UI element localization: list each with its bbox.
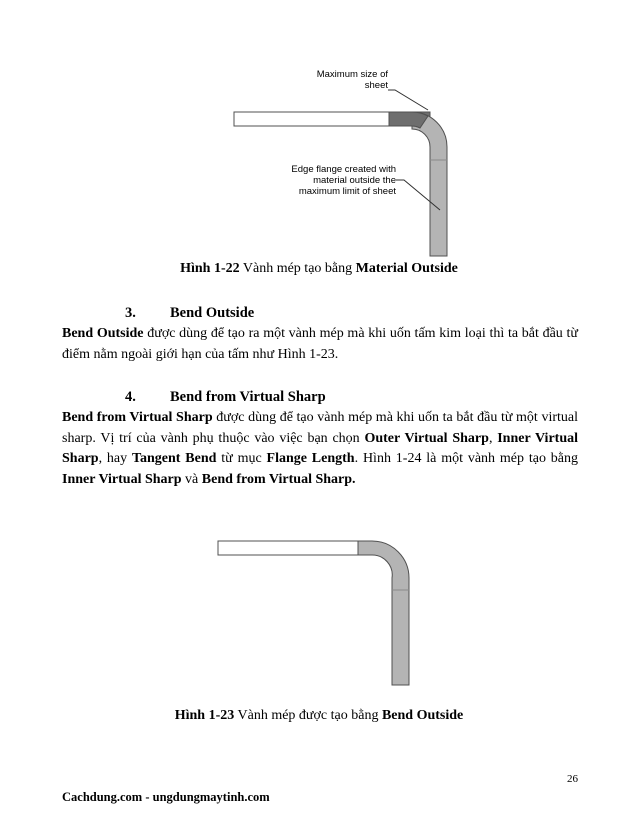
fig22-annotation-bottom: Edge flange created with material outside the maximum limit of sheet [291,164,396,197]
section-4-title: Bend from Virtual Sharp [170,389,326,405]
figure-1-22-caption: Hình 1-22 Vành mép tạo bằng Material Outside [180,261,458,276]
footer-text: Cachdung.com - ungdungmaytinh.com [62,790,270,804]
section-3-title: Bend Outside [170,305,255,321]
section-4-paragraph: Bend from Virtual Sharp được dùng để tạo vành mép mà khi uốn ta bắt đầu từ một virtual sharp. Vị trí của vành phụ thuộc vào việc bạn chọn Outer Virtual Sharp, Inner Virtual Sharp, hay Tangent Bend từ mục Flange Length. Hình 1-24 là một vành mép tạo bằng Inner Virtual Sharp và Bend from Virtual Sharp. [62,410,579,487]
section-4-number: 4. [125,389,136,405]
fig23-flat-sheet [218,541,358,555]
fig22-annotation-top: Maximum size of sheet [316,69,388,91]
fig23-bend-flange [358,541,409,685]
section-3-paragraph: Bend Outside được dùng để tạo ra một vành mép mà khi uốn tấm kim loại thì ta bắt đầu từ điểm nằm ngoài giới hạn của tấm như Hình 1-23. [62,326,578,362]
page-number: 26 [567,773,578,785]
section-3-number: 3. [125,305,136,321]
figure-1-23-caption: Hình 1-23 Vành mép được tạo bằng Bend Outside [174,708,464,723]
